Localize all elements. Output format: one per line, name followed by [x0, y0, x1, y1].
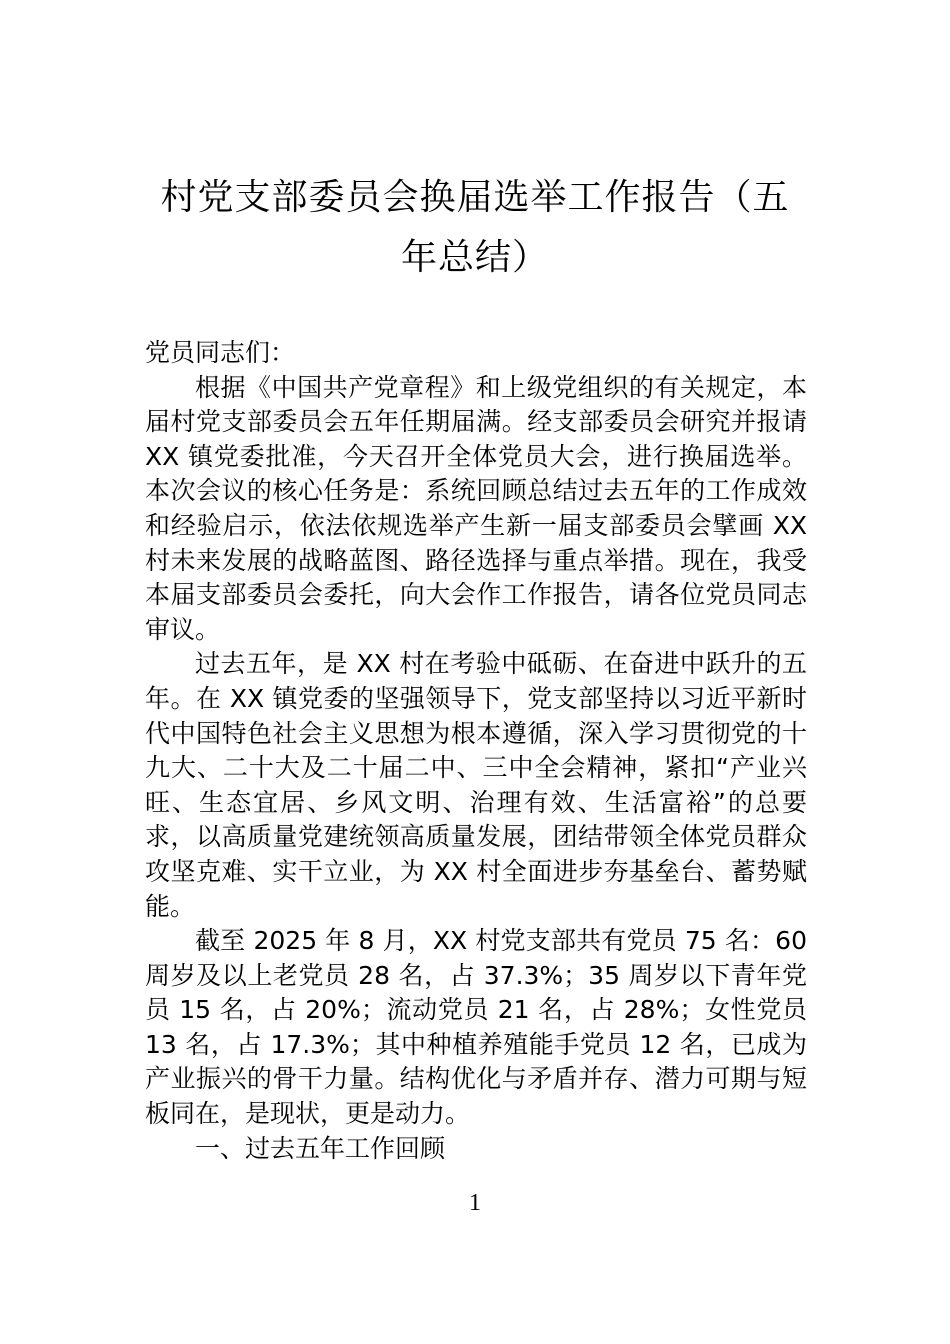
paragraph-review: 过去五年，是 XX 村在考验中砥砺、在奋进中跃升的五年。在 XX 镇党委的坚强领导下，党支部坚持以习近平新时代中国特色社会主义思想为根本遵循，深入学习贯彻党的十九大、二十大及二十届二中、三中全会精神，紧扣“产业兴旺、生态宜居、乡风文明、治理有效、生活富裕”的总要求，以高质量党建统领高质量发展，团结带领全体党员群众攻坚克难、实干立业，为 XX 村全面进步夯基垒台、蓄势赋能。	[145, 649, 807, 921]
paragraph-intro: 根据《中国共产党章程》和上级党组织的有关规定，本届村党支部委员会五年任期届满。经支部委员会研究并报请 XX 镇党委批准，今天召开全体党员大会，进行换届选举。本次会议的核心任务是：系统回顾总结过去五年的工作成效和经验启示，依法依规选举产生新一届支部委员会擘画 XX 村未来发展的战略蓝图、路径选择与重点举措。现在，我受本届支部委员会委托，向大会作工作报告，请各位党员同志审议。	[145, 372, 807, 644]
document-title: 村党支部委员会换届选举工作报告（五年总结）	[160, 177, 790, 278]
document-body	[145, 336, 807, 1166]
page-number: 1	[469, 1190, 481, 1216]
salutation: 党员同志们：	[145, 338, 296, 367]
paragraph-membership: 截至 2025 年 8 月，XX 村党支部共有党员 75 名：60 周岁及以上老党员 28 名，占 37.3%；35 周岁以下青年党员 15 名，占 20%；流动党员 21 名，占 28%；女性党员 13 名，占 17.3%；其中种植养殖能手党员 12 名，已成为产业振兴的骨干力量。结构优化与矛盾并存、潜力可期与短板同在，是现状，更是动力。	[145, 926, 807, 1129]
section-heading: 一、过去五年工作回顾	[195, 1133, 446, 1163]
